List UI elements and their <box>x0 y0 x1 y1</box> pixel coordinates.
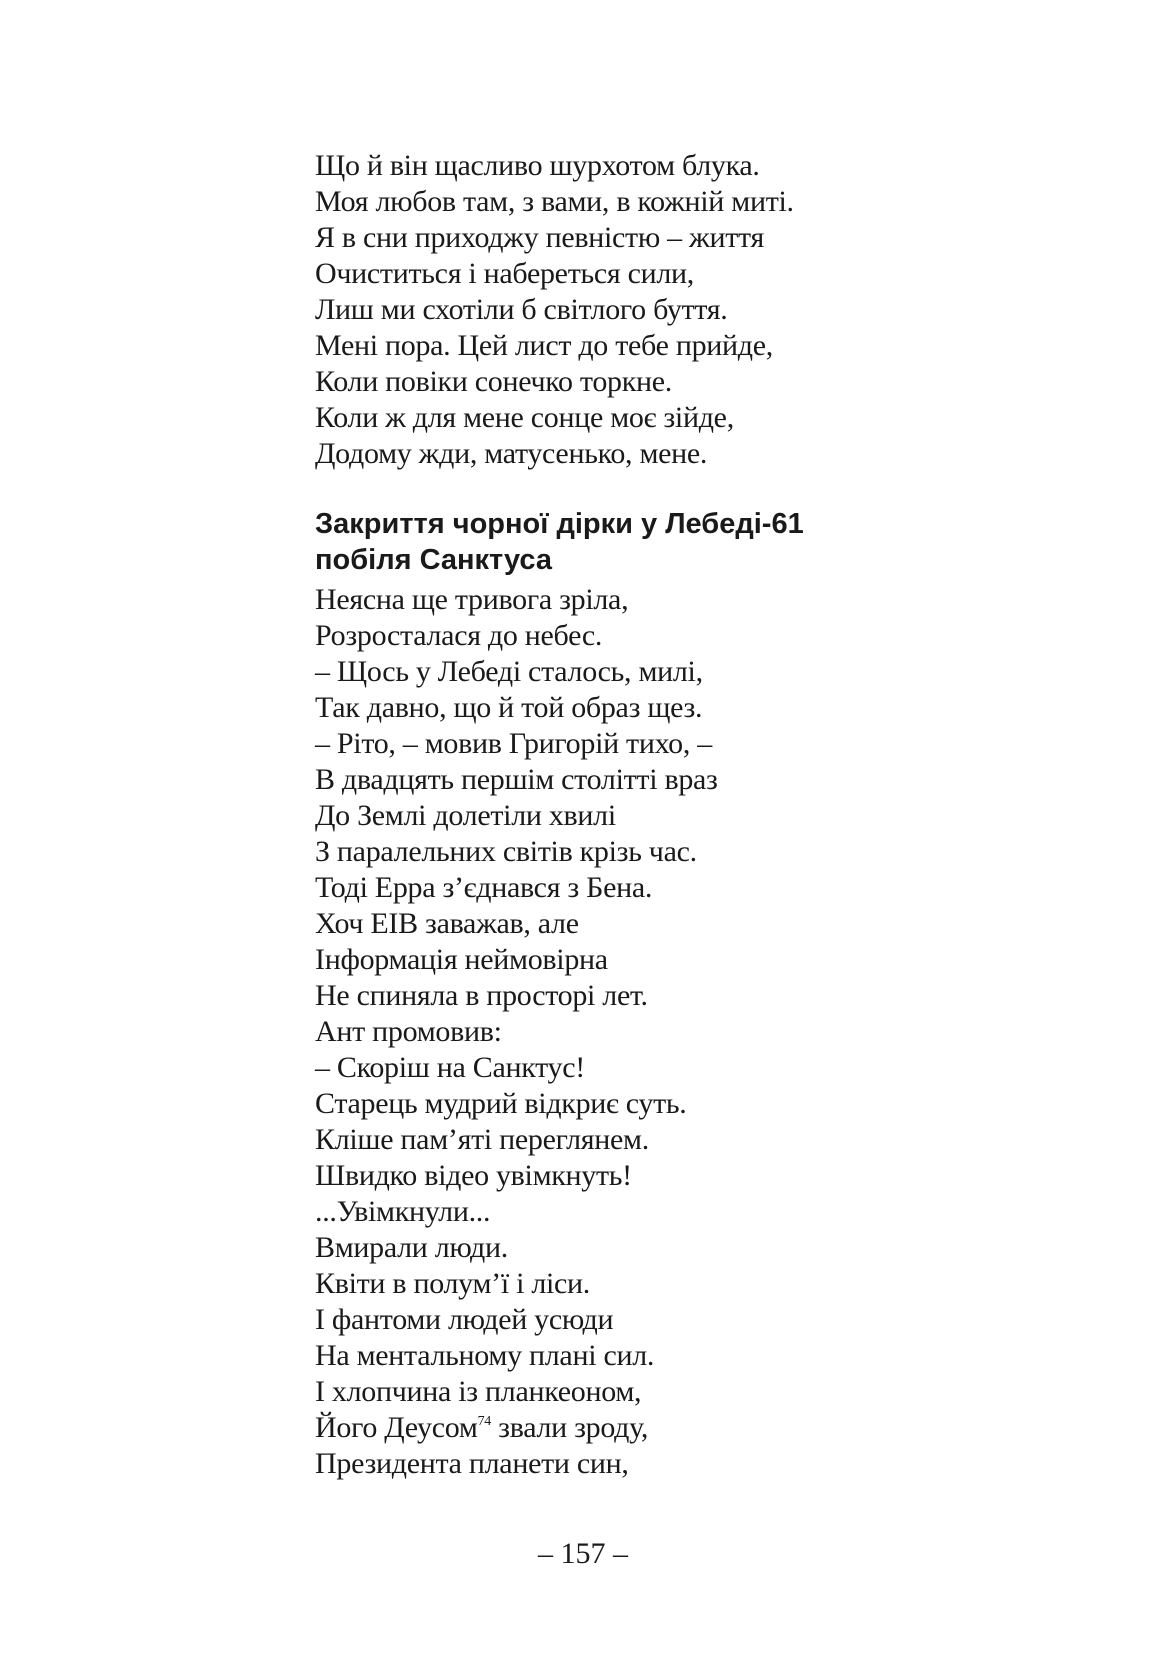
verse-line: Розросталася до небес. <box>315 619 603 652</box>
page-body <box>315 148 1035 1482</box>
verse-line: З паралельних світів крізь час. <box>315 835 697 868</box>
verse-line: Коли повіки сонечко торкне. <box>315 365 672 398</box>
verse-line: Ант промовив: <box>315 1015 502 1048</box>
poem-title <box>315 506 1035 578</box>
page-number: – 157 – <box>538 1537 628 1570</box>
verse-line: – Щось у Лебеді сталось, милі, <box>315 655 703 688</box>
verse-line: Лиш ми схотіли б світлого буття. <box>315 293 728 326</box>
verse-line: Так давно, що й той образ щез. <box>315 691 703 724</box>
verse-line: ...Увімкнули... <box>315 1195 491 1228</box>
stanza-continuation <box>315 148 1035 472</box>
verse-line: – Скоріш на Санктус! <box>315 1051 585 1084</box>
verse-line: Я в сни приходжу певністю – життя <box>315 221 764 254</box>
verse-line: Кліше пам’яті переглянем. <box>315 1123 649 1156</box>
verse-line-with-footnote <box>315 1410 1035 1446</box>
verse-line: До Землі долетіли хвилі <box>315 799 616 832</box>
poem-title-line-2: побіля Санктуса <box>315 544 552 576</box>
poem-body <box>315 582 1035 1482</box>
verse-line: Не спиняла в просторі лет. <box>315 979 648 1012</box>
verse-line: Очиститься і набереться сили, <box>315 257 695 290</box>
verse-line: Швидко відео увімкнуть! <box>315 1159 632 1192</box>
footnote-reference[interactable]: 74 <box>477 1414 491 1429</box>
verse-line: Старець мудрий відкриє суть. <box>315 1087 687 1120</box>
verse-line: Хоч ЕІВ заважав, але <box>315 907 579 940</box>
verse-line: Додому жди, матусенько, мене. <box>315 437 708 470</box>
verse-text: Його Деусом <box>315 1411 478 1444</box>
verse-line: – Ріто, – мовив Григорій тихо, – <box>315 727 712 760</box>
verse-line: Неясна ще тривога зріла, <box>315 583 629 616</box>
verse-line: І хлопчина із планкеоном, <box>315 1375 642 1408</box>
verse-line: Квіти в полум’ї і ліси. <box>315 1267 590 1300</box>
verse-line: Мені пора. Цей лист до тебе прийде, <box>315 329 773 362</box>
verse-line: Інформація неймовірна <box>315 943 608 976</box>
verse-line: Що й він щасливо шурхотом блука. <box>315 149 760 182</box>
verse-line: На ментальному плані сил. <box>315 1339 655 1372</box>
verse-line: Моя любов там, з вами, в кожній миті. <box>315 185 794 218</box>
verse-line: Президента планети син, <box>315 1447 629 1480</box>
verse-line: Вмирали люди. <box>315 1231 508 1264</box>
verse-line: І фантоми людей усюди <box>315 1303 614 1336</box>
verse-line: Тоді Ерра з’єднався з Бена. <box>315 871 653 904</box>
poem-title-line-1: Закриття чорної дірки у Лебеді-61 <box>315 508 804 540</box>
verse-text: звали зроду, <box>490 1411 649 1444</box>
verse-line: Коли ж для мене сонце моє зійде, <box>315 401 734 434</box>
verse-line: В двадцять першім столітті враз <box>315 763 718 796</box>
